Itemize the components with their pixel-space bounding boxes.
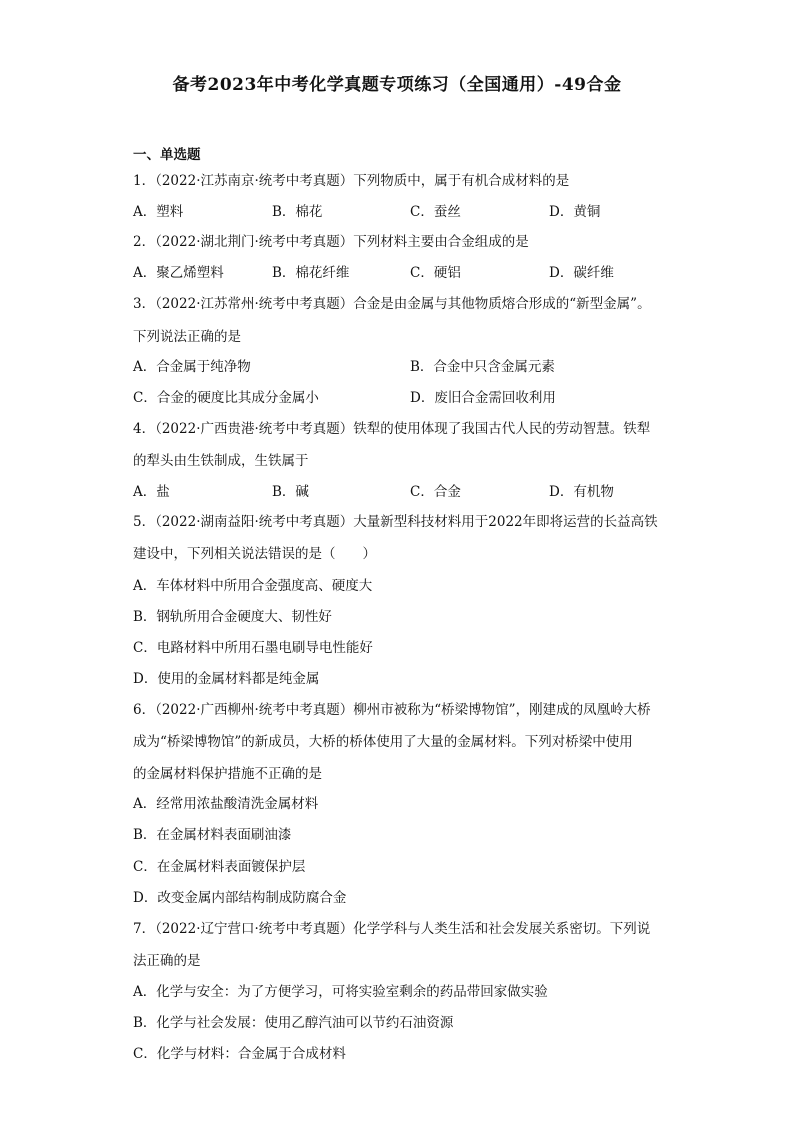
- question-6-stem-line-1: 6．（2022·广西柳州·统考中考真题）柳州市被称为“桥梁博物馆”，刚建成的凤凰岭大桥: [133, 702, 651, 718]
- question-7-option-c: C．化学与材料：合金属于合成材料: [133, 1046, 346, 1062]
- question-6-stem-line-2: 成为“桥梁博物馆”的新成员，大桥的桥体使用了大量的金属材料。下列对桥梁中使用: [133, 734, 633, 750]
- question-2-option-c: C．硬铝: [410, 265, 461, 281]
- question-6-option-c: C．在金属材料表面镀保护层: [133, 859, 306, 875]
- question-4-stem-line-2: 的犁头由生铁制成，生铁属于: [133, 453, 309, 469]
- question-1-option-c: C．蚕丝: [410, 204, 461, 220]
- question-1-option-b: B．棉花: [272, 204, 323, 220]
- question-5-option-a: A．车体材料中所用合金强度高、硬度大: [133, 578, 373, 594]
- question-3-option-d: D．废旧合金需回收利用: [410, 390, 556, 406]
- page-title: 备考2023年中考化学真题专项练习（全国通用）-49合金: [172, 75, 622, 95]
- question-7-stem-line-2: 法正确的是: [133, 953, 201, 969]
- question-7-option-b: B．化学与社会发展：使用乙醇汽油可以节约石油资源: [133, 1015, 454, 1031]
- question-7-stem-line-1: 7．（2022·辽宁营口·统考中考真题）化学学科与人类生活和社会发展关系密切。下列说: [133, 921, 651, 937]
- question-6-stem-line-3: 的金属材料保护措施不正确的是: [133, 766, 322, 782]
- question-5-option-b: B．钢轨所用合金硬度大、韧性好: [133, 609, 332, 625]
- question-5-stem-line-2: 建设中，下列相关说法错误的是（ ）: [133, 546, 376, 562]
- question-5-stem-line-1: 5．（2022·湖南益阳·统考中考真题）大量新型科技材料用于2022年即将运营的长益高铁: [133, 514, 658, 530]
- question-1-option-a: A．塑料: [133, 204, 184, 220]
- question-6-option-a: A．经常用浓盐酸清洗金属材料: [133, 796, 319, 812]
- question-4-stem-line-1: 4．（2022·广西贵港·统考中考真题）铁犁的使用体现了我国古代人民的劳动智慧。铁犁: [133, 421, 651, 437]
- question-1-stem: 1．（2022·江苏南京·统考中考真题）下列物质中，属于有机合成材料的是: [133, 173, 570, 189]
- question-6-option-b: B．在金属材料表面刷油漆: [133, 827, 292, 843]
- question-5-option-c: C．电路材料中所用石墨电刷导电性能好: [133, 640, 373, 656]
- question-4-option-b: B．碱: [272, 484, 309, 500]
- question-4-option-a: A．盐: [133, 484, 170, 500]
- question-5-option-d: D．使用的金属材料都是纯金属: [133, 671, 320, 687]
- question-2-stem: 2．（2022·湖北荆门·统考中考真题）下列材料主要由合金组成的是: [133, 234, 529, 250]
- question-6-option-d: D．改变金属内部结构制成防腐合金: [133, 890, 347, 906]
- question-2-option-a: A．聚乙烯塑料: [133, 265, 224, 281]
- question-3-stem-line-2: 下列说法正确的是: [133, 329, 241, 345]
- question-3-option-b: B．合金中只含金属元素: [410, 359, 555, 375]
- question-3-stem-line-1: 3．（2022·江苏常州·统考中考真题）合金是由金属与其他物质熔合形成的“新型金属”。: [133, 296, 651, 312]
- question-1-option-d: D．黄铜: [549, 204, 601, 220]
- question-4-option-c: C．合金: [410, 484, 461, 500]
- question-2-option-d: D．碳纤维: [549, 265, 614, 281]
- question-7-option-a: A．化学与安全：为了方便学习，可将实验室剩余的药品带回家做实验: [133, 984, 548, 1000]
- question-3-option-a: A．合金属于纯净物: [133, 359, 251, 375]
- question-3-option-c: C．合金的硬度比其成分金属小: [133, 390, 319, 406]
- question-2-option-b: B．棉花纤维: [272, 265, 350, 281]
- question-4-option-d: D．有机物: [549, 484, 614, 500]
- section-heading: 一、单选题: [133, 147, 201, 163]
